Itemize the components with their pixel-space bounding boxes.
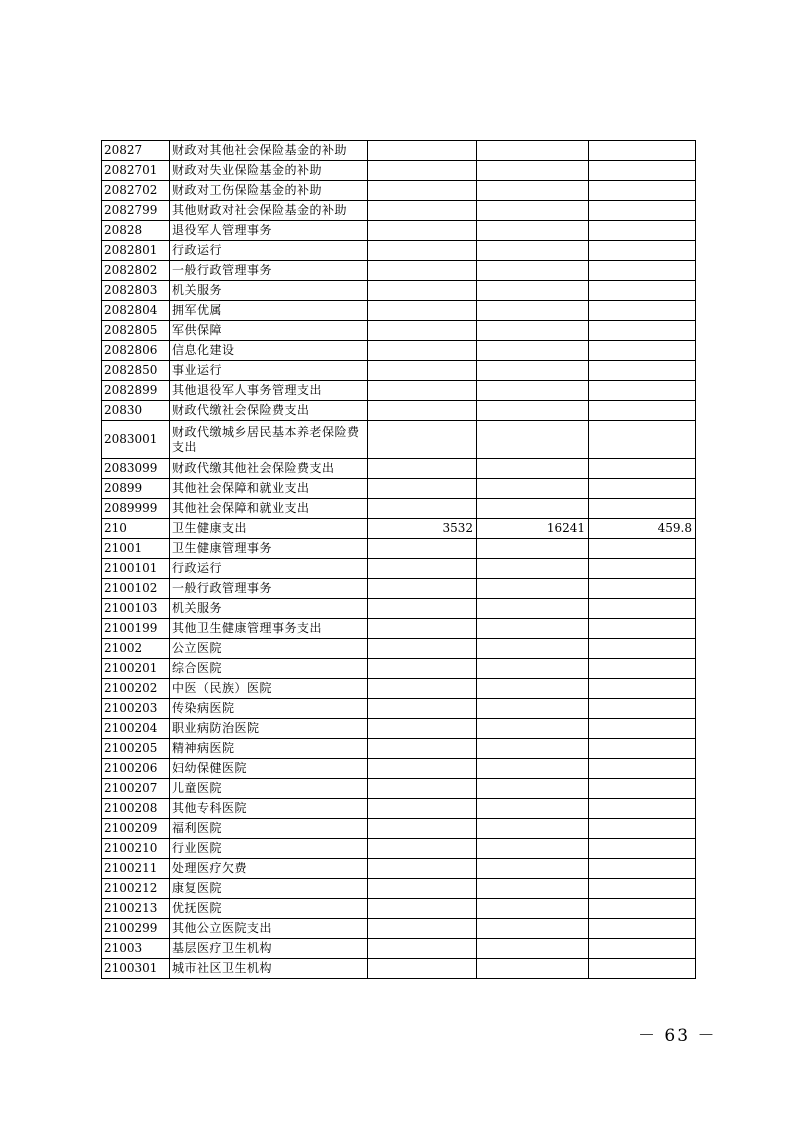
value-cell-1 xyxy=(368,739,477,759)
code-cell: 2082850 xyxy=(102,361,170,381)
table-row xyxy=(102,181,696,201)
value-cell-1 xyxy=(368,241,477,261)
value-cell-2 xyxy=(477,201,589,221)
code-cell: 2100101 xyxy=(102,559,170,579)
value-cell-3 xyxy=(589,879,696,899)
value-cell-2 xyxy=(477,779,589,799)
table-row xyxy=(102,659,696,679)
value-cell-3 xyxy=(589,559,696,579)
code-cell: 2082702 xyxy=(102,181,170,201)
value-cell-3 xyxy=(589,201,696,221)
code-cell: 20827 xyxy=(102,141,170,161)
table-row xyxy=(102,859,696,879)
value-cell-2 xyxy=(477,421,589,459)
name-cell: 行政运行 xyxy=(170,559,368,579)
code-cell: 2100301 xyxy=(102,959,170,979)
table-row xyxy=(102,959,696,979)
table-row xyxy=(102,161,696,181)
table-row xyxy=(102,739,696,759)
code-cell: 21002 xyxy=(102,639,170,659)
code-cell: 2082805 xyxy=(102,321,170,341)
value-cell-1 xyxy=(368,579,477,599)
table-row xyxy=(102,281,696,301)
value-cell-1 xyxy=(368,939,477,959)
table-row xyxy=(102,579,696,599)
name-cell: 传染病医院 xyxy=(170,699,368,719)
name-cell: 其他社会保障和就业支出 xyxy=(170,499,368,519)
value-cell-3 xyxy=(589,599,696,619)
value-cell-1 xyxy=(368,459,477,479)
code-cell: 20899 xyxy=(102,479,170,499)
name-cell: 优抚医院 xyxy=(170,899,368,919)
code-cell: 2100201 xyxy=(102,659,170,679)
value-cell-3 xyxy=(589,479,696,499)
value-cell-2 xyxy=(477,959,589,979)
value-cell-1 xyxy=(368,201,477,221)
name-cell: 一般行政管理事务 xyxy=(170,579,368,599)
table-row xyxy=(102,261,696,281)
value-cell-2 xyxy=(477,919,589,939)
value-cell-1 xyxy=(368,619,477,639)
value-cell-2 xyxy=(477,241,589,261)
name-cell: 其他卫生健康管理事务支出 xyxy=(170,619,368,639)
value-cell-1 xyxy=(368,499,477,519)
value-cell-1 xyxy=(368,421,477,459)
table-row xyxy=(102,499,696,519)
code-cell: 21003 xyxy=(102,939,170,959)
code-cell: 2082801 xyxy=(102,241,170,261)
code-cell: 2100203 xyxy=(102,699,170,719)
value-cell-2 xyxy=(477,161,589,181)
table-row xyxy=(102,401,696,421)
value-cell-3 xyxy=(589,181,696,201)
code-cell: 2083099 xyxy=(102,459,170,479)
table-row xyxy=(102,819,696,839)
code-cell: 21001 xyxy=(102,539,170,559)
code-cell: 20830 xyxy=(102,401,170,421)
code-cell: 2100205 xyxy=(102,739,170,759)
value-cell-2 xyxy=(477,739,589,759)
name-cell: 处理医疗欠费 xyxy=(170,859,368,879)
name-cell: 机关服务 xyxy=(170,281,368,301)
name-cell: 中医（民族）医院 xyxy=(170,679,368,699)
value-cell-1 xyxy=(368,899,477,919)
table-row xyxy=(102,639,696,659)
value-cell-3 xyxy=(589,919,696,939)
value-cell-2 xyxy=(477,539,589,559)
value-cell-3 xyxy=(589,819,696,839)
name-cell: 其他专科医院 xyxy=(170,799,368,819)
table-row xyxy=(102,679,696,699)
value-cell-1 xyxy=(368,539,477,559)
value-cell-1 xyxy=(368,221,477,241)
value-cell-3 xyxy=(589,619,696,639)
code-cell: 2082899 xyxy=(102,381,170,401)
code-cell: 2100212 xyxy=(102,879,170,899)
value-cell-2 xyxy=(477,499,589,519)
value-cell-1: 3532 xyxy=(368,519,477,539)
value-cell-1 xyxy=(368,181,477,201)
code-cell: 2100206 xyxy=(102,759,170,779)
value-cell-3 xyxy=(589,459,696,479)
code-cell: 2082804 xyxy=(102,301,170,321)
value-cell-3 xyxy=(589,679,696,699)
value-cell-3 xyxy=(589,141,696,161)
name-cell: 行政运行 xyxy=(170,241,368,261)
name-cell: 其他财政对社会保险基金的补助 xyxy=(170,201,368,221)
value-cell-2 xyxy=(477,639,589,659)
value-cell-2 xyxy=(477,559,589,579)
value-cell-1 xyxy=(368,819,477,839)
value-cell-1 xyxy=(368,859,477,879)
name-cell: 其他社会保障和就业支出 xyxy=(170,479,368,499)
value-cell-3 xyxy=(589,261,696,281)
value-cell-1 xyxy=(368,261,477,281)
code-cell: 2089999 xyxy=(102,499,170,519)
value-cell-3 xyxy=(589,739,696,759)
table-row xyxy=(102,241,696,261)
code-cell: 2082802 xyxy=(102,261,170,281)
name-cell: 财政对失业保险基金的补助 xyxy=(170,161,368,181)
code-cell: 2100207 xyxy=(102,779,170,799)
name-cell: 公立医院 xyxy=(170,639,368,659)
value-cell-2 xyxy=(477,679,589,699)
code-cell: 2100210 xyxy=(102,839,170,859)
value-cell-3 xyxy=(589,421,696,459)
value-cell-2 xyxy=(477,879,589,899)
value-cell-3 xyxy=(589,699,696,719)
value-cell-3 xyxy=(589,301,696,321)
value-cell-3 xyxy=(589,779,696,799)
value-cell-1 xyxy=(368,281,477,301)
value-cell-3 xyxy=(589,221,696,241)
name-cell: 信息化建设 xyxy=(170,341,368,361)
value-cell-1 xyxy=(368,839,477,859)
table-row xyxy=(102,459,696,479)
value-cell-2 xyxy=(477,301,589,321)
value-cell-3 xyxy=(589,839,696,859)
code-cell: 2100209 xyxy=(102,819,170,839)
value-cell-1 xyxy=(368,559,477,579)
name-cell: 儿童医院 xyxy=(170,779,368,799)
table-row xyxy=(102,939,696,959)
table-row xyxy=(102,559,696,579)
code-cell: 2100199 xyxy=(102,619,170,639)
value-cell-1 xyxy=(368,699,477,719)
name-cell: 精神病医院 xyxy=(170,739,368,759)
value-cell-3 xyxy=(589,381,696,401)
value-cell-3 xyxy=(589,539,696,559)
table-row xyxy=(102,619,696,639)
table-row xyxy=(102,381,696,401)
value-cell-2 xyxy=(477,599,589,619)
table-row xyxy=(102,421,696,459)
code-cell: 2100202 xyxy=(102,679,170,699)
table-body xyxy=(102,141,696,979)
table-row xyxy=(102,361,696,381)
value-cell-3 xyxy=(589,579,696,599)
code-cell: 210 xyxy=(102,519,170,539)
value-cell-3: 459.8 xyxy=(589,519,696,539)
value-cell-3 xyxy=(589,361,696,381)
value-cell-2 xyxy=(477,719,589,739)
name-cell: 康复医院 xyxy=(170,879,368,899)
name-cell: 其他退役军人事务管理支出 xyxy=(170,381,368,401)
value-cell-2 xyxy=(477,141,589,161)
name-cell: 卫生健康支出 xyxy=(170,519,368,539)
value-cell-2 xyxy=(477,401,589,421)
value-cell-3 xyxy=(589,401,696,421)
value-cell-2 xyxy=(477,939,589,959)
code-cell: 2100213 xyxy=(102,899,170,919)
table-row xyxy=(102,301,696,321)
value-cell-1 xyxy=(368,919,477,939)
value-cell-2 xyxy=(477,479,589,499)
table-row xyxy=(102,899,696,919)
value-cell-2 xyxy=(477,281,589,301)
page-number: － 63 － xyxy=(638,1026,717,1046)
value-cell-1 xyxy=(368,659,477,679)
value-cell-2 xyxy=(477,659,589,679)
name-cell: 财政对其他社会保险基金的补助 xyxy=(170,141,368,161)
name-cell: 其他公立医院支出 xyxy=(170,919,368,939)
table-row xyxy=(102,321,696,341)
name-cell: 财政代缴城乡居民基本养老保险费支出 xyxy=(170,421,368,459)
value-cell-1 xyxy=(368,161,477,181)
value-cell-2 xyxy=(477,859,589,879)
value-cell-3 xyxy=(589,639,696,659)
value-cell-2 xyxy=(477,619,589,639)
table-row xyxy=(102,919,696,939)
value-cell-1 xyxy=(368,479,477,499)
value-cell-1 xyxy=(368,959,477,979)
value-cell-3 xyxy=(589,859,696,879)
value-cell-2: 16241 xyxy=(477,519,589,539)
code-cell: 20828 xyxy=(102,221,170,241)
code-cell: 2083001 xyxy=(102,421,170,459)
value-cell-2 xyxy=(477,221,589,241)
name-cell: 财政代缴其他社会保险费支出 xyxy=(170,459,368,479)
table-row xyxy=(102,479,696,499)
value-cell-1 xyxy=(368,321,477,341)
value-cell-1 xyxy=(368,381,477,401)
value-cell-3 xyxy=(589,659,696,679)
table-row xyxy=(102,519,696,539)
table-row xyxy=(102,341,696,361)
budget-table xyxy=(101,140,696,979)
value-cell-1 xyxy=(368,361,477,381)
value-cell-2 xyxy=(477,579,589,599)
value-cell-2 xyxy=(477,261,589,281)
value-cell-1 xyxy=(368,141,477,161)
code-cell: 2100102 xyxy=(102,579,170,599)
code-cell: 2100299 xyxy=(102,919,170,939)
value-cell-2 xyxy=(477,839,589,859)
code-cell: 2100211 xyxy=(102,859,170,879)
name-cell: 军供保障 xyxy=(170,321,368,341)
name-cell: 综合医院 xyxy=(170,659,368,679)
value-cell-1 xyxy=(368,301,477,321)
table-row xyxy=(102,759,696,779)
table-row xyxy=(102,719,696,739)
table-row xyxy=(102,879,696,899)
value-cell-1 xyxy=(368,679,477,699)
name-cell: 卫生健康管理事务 xyxy=(170,539,368,559)
value-cell-2 xyxy=(477,321,589,341)
value-cell-2 xyxy=(477,459,589,479)
value-cell-1 xyxy=(368,599,477,619)
value-cell-2 xyxy=(477,759,589,779)
code-cell: 2082799 xyxy=(102,201,170,221)
name-cell: 财政代缴社会保险费支出 xyxy=(170,401,368,421)
code-cell: 2100208 xyxy=(102,799,170,819)
table-row xyxy=(102,599,696,619)
name-cell: 财政对工伤保险基金的补助 xyxy=(170,181,368,201)
value-cell-3 xyxy=(589,959,696,979)
value-cell-3 xyxy=(589,759,696,779)
value-cell-2 xyxy=(477,819,589,839)
table-row xyxy=(102,699,696,719)
name-cell: 基层医疗卫生机构 xyxy=(170,939,368,959)
code-cell: 2082803 xyxy=(102,281,170,301)
name-cell: 一般行政管理事务 xyxy=(170,261,368,281)
code-cell: 2082701 xyxy=(102,161,170,181)
table-row xyxy=(102,799,696,819)
value-cell-2 xyxy=(477,181,589,201)
value-cell-2 xyxy=(477,341,589,361)
table-row xyxy=(102,539,696,559)
value-cell-2 xyxy=(477,799,589,819)
value-cell-1 xyxy=(368,401,477,421)
value-cell-1 xyxy=(368,639,477,659)
value-cell-2 xyxy=(477,899,589,919)
table-row xyxy=(102,779,696,799)
name-cell: 拥军优属 xyxy=(170,301,368,321)
value-cell-2 xyxy=(477,381,589,401)
code-cell: 2100103 xyxy=(102,599,170,619)
table-row xyxy=(102,221,696,241)
name-cell: 城市社区卫生机构 xyxy=(170,959,368,979)
value-cell-3 xyxy=(589,799,696,819)
value-cell-3 xyxy=(589,719,696,739)
value-cell-1 xyxy=(368,879,477,899)
value-cell-3 xyxy=(589,321,696,341)
value-cell-3 xyxy=(589,161,696,181)
name-cell: 机关服务 xyxy=(170,599,368,619)
name-cell: 职业病防治医院 xyxy=(170,719,368,739)
value-cell-1 xyxy=(368,759,477,779)
name-cell: 妇幼保健医院 xyxy=(170,759,368,779)
value-cell-3 xyxy=(589,341,696,361)
table-row xyxy=(102,839,696,859)
name-cell: 行业医院 xyxy=(170,839,368,859)
value-cell-3 xyxy=(589,241,696,261)
name-cell: 福利医院 xyxy=(170,819,368,839)
value-cell-2 xyxy=(477,699,589,719)
value-cell-1 xyxy=(368,719,477,739)
value-cell-3 xyxy=(589,499,696,519)
value-cell-2 xyxy=(477,361,589,381)
table-row xyxy=(102,141,696,161)
value-cell-3 xyxy=(589,281,696,301)
value-cell-1 xyxy=(368,799,477,819)
code-cell: 2100204 xyxy=(102,719,170,739)
name-cell: 事业运行 xyxy=(170,361,368,381)
table-row xyxy=(102,201,696,221)
value-cell-3 xyxy=(589,939,696,959)
value-cell-1 xyxy=(368,779,477,799)
value-cell-3 xyxy=(589,899,696,919)
code-cell: 2082806 xyxy=(102,341,170,361)
name-cell: 退役军人管理事务 xyxy=(170,221,368,241)
value-cell-1 xyxy=(368,341,477,361)
